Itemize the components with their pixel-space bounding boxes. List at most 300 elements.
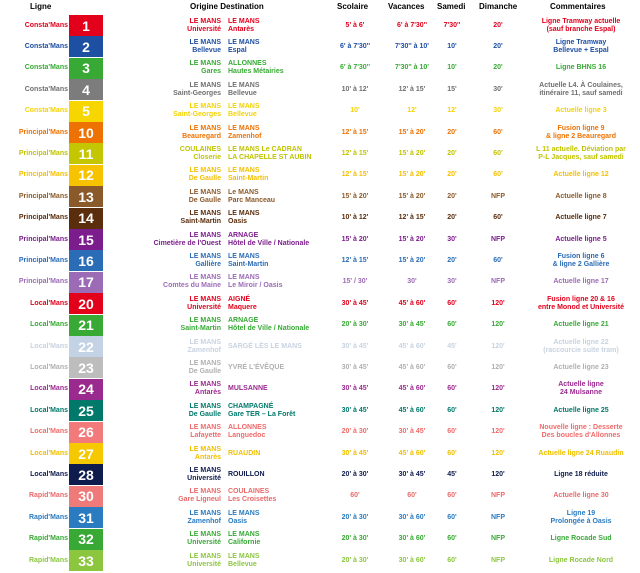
line-number-badge: 23 <box>69 357 103 378</box>
scolaire-frequency: 15' à 20' <box>341 192 369 200</box>
network-label: Consta'Mans <box>24 21 68 29</box>
destination-cell <box>228 143 338 164</box>
destination-cell <box>228 186 338 207</box>
origin-city: LE MANS <box>189 124 221 132</box>
dimanche-frequency: NFP <box>491 278 505 286</box>
vacances-frequency: 45' à 60' <box>398 363 426 371</box>
comment-line2: 24 Mulsanne <box>559 389 602 397</box>
samedi-frequency: 20' <box>447 256 457 264</box>
dimanche-frequency: 20' <box>493 21 503 29</box>
scolaire-frequency: 10' à 12' <box>341 85 369 93</box>
destination-stop: Gare TER – La Forêt <box>228 410 296 418</box>
comment-line1: Actuelle ligne 3 <box>555 107 607 115</box>
destination-city: LE MANS <box>228 210 260 218</box>
destination-stop: Bellevue <box>228 560 257 568</box>
vacances-frequency: 12' à 15' <box>398 85 426 93</box>
destination-cell <box>228 486 338 507</box>
destination-stop: Hôtel de Ville / Nationale <box>228 239 310 247</box>
destination-city: LE MANS <box>228 274 260 282</box>
table-row <box>0 250 640 271</box>
origin-stop: Bellevue <box>192 46 221 54</box>
samedi-frequency: 10' <box>447 42 457 50</box>
samedi-frequency: 20' <box>447 192 457 200</box>
samedi-frequency: 15' <box>447 85 457 93</box>
destination-city: ARNAGE <box>228 317 259 325</box>
destination-city: YVRÉ L'ÉVÊQUE <box>228 363 285 371</box>
table-row <box>0 272 640 293</box>
table-row <box>0 229 640 250</box>
comment-cell <box>522 336 640 357</box>
comment-cell <box>522 272 640 293</box>
line-number-badge: 31 <box>69 507 103 528</box>
table-row <box>0 79 640 100</box>
origin-cell <box>104 336 221 357</box>
destination-city: LE MANS Le CADRAN <box>228 145 302 153</box>
comment-line1: Actuelle ligne 21 <box>553 321 609 329</box>
dimanche-frequency: 20' <box>493 42 503 50</box>
destination-cell <box>228 507 338 528</box>
scolaire-frequency: 10' à 12' <box>341 214 369 222</box>
destination-stop: Californie <box>228 539 261 547</box>
destination-stop: Le Miroir / Oasis <box>228 282 283 290</box>
comment-cell <box>522 143 640 164</box>
comment-cell <box>522 79 640 100</box>
destination-city: CHAMPAGNÉ <box>228 402 274 410</box>
comment-cell <box>522 550 640 571</box>
destination-stop: Maquere <box>228 303 257 311</box>
comment-line1: Nouvelle ligne : Desserte <box>539 424 623 432</box>
scolaire-frequency: 20' à 30' <box>341 535 369 543</box>
vacances-frequency: 15' à 20' <box>398 128 426 136</box>
destination-cell <box>228 101 338 122</box>
origin-cell <box>104 464 221 485</box>
scolaire-frequency: 30' à 45' <box>341 385 369 393</box>
destination-city: LE MANS <box>228 167 260 175</box>
destination-stop: LA CHAPELLE ST AUBIN <box>228 153 312 161</box>
table-row <box>0 379 640 400</box>
samedi-frequency: 7'30'' <box>443 21 461 29</box>
comment-cell <box>522 443 640 464</box>
origin-cell <box>104 229 221 250</box>
network-label: Consta'Mans <box>24 42 68 50</box>
origin-stop: Saint-Georges <box>173 111 221 119</box>
origin-city: LE MANS <box>189 17 221 25</box>
network-label: Local'Mans <box>30 406 68 414</box>
table-row <box>0 529 640 550</box>
origin-stop: Zamenhof <box>187 346 221 354</box>
line-number-badge: 14 <box>69 208 103 229</box>
comment-line1: Actuelle ligne 12 <box>553 171 609 179</box>
origin-cell <box>104 486 221 507</box>
header-ligne: Ligne <box>30 2 52 11</box>
comment-cell <box>522 101 640 122</box>
dimanche-frequency: 60' <box>493 171 503 179</box>
destination-cell <box>228 443 338 464</box>
origin-stop: Antarès <box>194 453 221 461</box>
line-number-badge: 26 <box>69 422 103 443</box>
comment-cell <box>522 58 640 79</box>
origin-city: LE MANS <box>189 38 221 46</box>
destination-stop: Antarès <box>228 25 255 33</box>
origin-city: LE MANS <box>189 381 221 389</box>
origin-cell <box>104 250 221 271</box>
comment-line1: Actuelle ligne 23 <box>553 363 609 371</box>
scolaire-frequency: 6' à 7'30'' <box>339 42 370 50</box>
origin-city: LE MANS <box>189 252 221 260</box>
origin-stop: Closerie <box>193 153 221 161</box>
network-label: Local'Mans <box>30 363 68 371</box>
origin-city: LE MANS <box>189 81 221 89</box>
origin-cell <box>104 379 221 400</box>
destination-cell <box>228 315 338 336</box>
comment-line1: Fusion ligne 6 <box>557 252 605 260</box>
origin-stop: Lafayette <box>190 432 221 440</box>
origin-city: LE MANS <box>189 445 221 453</box>
header-scolaire: Scolaire <box>337 2 369 11</box>
destination-city: ROUILLON <box>228 470 265 478</box>
comment-cell <box>522 250 640 271</box>
dimanche-frequency: 120' <box>491 363 505 371</box>
network-label: Principal'Mans <box>18 235 68 243</box>
destination-cell <box>228 550 338 571</box>
scolaire-frequency: 30' à 45' <box>341 449 369 457</box>
network-label: Principal'Mans <box>18 128 68 136</box>
comment-line1: Ligne Tramway actuelle <box>541 17 621 25</box>
vacances-frequency: 45' à 60' <box>398 449 426 457</box>
destination-stop: Les Croisettes <box>228 496 277 504</box>
vacances-frequency: 15' à 20' <box>398 256 426 264</box>
origin-cell <box>104 79 221 100</box>
vacances-frequency: 12' à 15' <box>398 214 426 222</box>
samedi-frequency: 60' <box>447 513 457 521</box>
origin-stop: Saint-Georges <box>173 89 221 97</box>
samedi-frequency: 60' <box>447 363 457 371</box>
line-number-badge: 21 <box>69 315 103 336</box>
samedi-frequency: 60' <box>447 449 457 457</box>
destination-city: MULSANNE <box>228 385 268 393</box>
origin-stop: Saint-Martin <box>180 325 221 333</box>
origin-city: LE MANS <box>189 103 221 111</box>
comment-line2: P-L Jacques, sauf samedi <box>538 153 624 161</box>
samedi-frequency: 10' <box>447 64 457 72</box>
table-row <box>0 464 640 485</box>
vacances-frequency: 45' à 60' <box>398 406 426 414</box>
origin-stop: Cimetière de l'Ouest <box>153 239 221 247</box>
header-origine-destination: Origine Destination <box>190 2 264 11</box>
comment-line1: Actuelle ligne 24 Ruaudin <box>538 449 624 457</box>
scolaire-frequency: 15' à 20' <box>341 235 369 243</box>
destination-cell <box>228 15 338 36</box>
dimanche-frequency: 120' <box>491 342 505 350</box>
vacances-frequency: 45' à 60' <box>398 299 426 307</box>
destination-cell <box>228 208 338 229</box>
comment-line1: Ligne BHNS 16 <box>555 64 607 72</box>
comment-line1: Actuelle L4. À Coulaines, <box>539 81 623 89</box>
table-row <box>0 315 640 336</box>
origin-city: LE MANS <box>189 359 221 367</box>
origin-cell <box>104 529 221 550</box>
origin-city: LE MANS <box>189 488 221 496</box>
network-label: Rapid'Mans <box>28 556 68 564</box>
network-label: Rapid'Mans <box>28 492 68 500</box>
vacances-frequency: 30' à 60' <box>398 513 426 521</box>
samedi-frequency: 60' <box>447 556 457 564</box>
samedi-frequency: 60' <box>447 299 457 307</box>
origin-stop: Saint-Martin <box>180 218 221 226</box>
destination-city: LE MANS <box>228 103 260 111</box>
table-row <box>0 443 640 464</box>
origin-city: LE MANS <box>189 424 221 432</box>
dimanche-frequency: 30' <box>493 85 503 93</box>
dimanche-frequency: 20' <box>493 64 503 72</box>
table-row <box>0 486 640 507</box>
origin-city: LE MANS <box>189 274 221 282</box>
origin-stop: Université <box>187 560 221 568</box>
origin-stop: Comtes du Maine <box>163 282 221 290</box>
samedi-frequency: 60' <box>447 385 457 393</box>
origin-cell <box>104 357 221 378</box>
dimanche-frequency: NFP <box>491 492 505 500</box>
vacances-frequency: 30' à 45' <box>398 428 426 436</box>
destination-stop: Languedoc <box>228 432 266 440</box>
comment-cell <box>522 36 640 57</box>
destination-cell <box>228 357 338 378</box>
comment-line1: Ligne Rocade Nord <box>548 556 614 564</box>
table-row <box>0 15 640 36</box>
scolaire-frequency: 30' à 45' <box>341 363 369 371</box>
network-label: Principal'Mans <box>18 149 68 157</box>
origin-stop: Gares <box>201 68 221 76</box>
destination-cell <box>228 36 338 57</box>
comment-line2: Des boucles d'Allonnes <box>541 432 621 440</box>
vacances-frequency: 30' à 60' <box>398 556 426 564</box>
scolaire-frequency: 12' à 15' <box>341 149 369 157</box>
destination-city: AIGNÉ <box>228 295 251 303</box>
network-label: Local'Mans <box>30 449 68 457</box>
origin-city: LE MANS <box>189 188 221 196</box>
destination-stop: Hôtel de Ville / Nationale <box>228 325 310 333</box>
scolaire-frequency: 6' à 7'30'' <box>339 64 370 72</box>
network-label: Local'Mans <box>30 428 68 436</box>
vacances-frequency: 12' <box>407 107 417 115</box>
samedi-frequency: 12' <box>447 107 457 115</box>
comment-cell <box>522 315 640 336</box>
origin-cell <box>104 422 221 443</box>
destination-city: ALLONNES <box>228 60 267 68</box>
origin-city: LE MANS <box>189 466 221 474</box>
dimanche-frequency: 120' <box>491 449 505 457</box>
destination-cell <box>228 293 338 314</box>
comment-cell <box>522 122 640 143</box>
samedi-frequency: 20' <box>447 128 457 136</box>
origin-city: LE MANS <box>189 295 221 303</box>
destination-city: ARNAGE <box>228 231 259 239</box>
destination-stop: Hautes Métairies <box>228 68 284 76</box>
destination-city: SARGÉ LÈS LE MANS <box>228 342 302 350</box>
comment-cell <box>522 422 640 443</box>
origin-cell <box>104 165 221 186</box>
comment-cell <box>522 186 640 207</box>
comment-line1: Actuelle ligne 7 <box>555 214 607 222</box>
network-label: Local'Mans <box>30 470 68 478</box>
destination-stop: Saint-Martin <box>228 260 269 268</box>
origin-stop: Zamenhof <box>187 517 221 525</box>
origin-stop: Université <box>187 303 221 311</box>
dimanche-frequency: 120' <box>491 406 505 414</box>
comment-line1: Fusion ligne 9 <box>557 124 605 132</box>
line-number-badge: 32 <box>69 529 103 550</box>
network-label: Consta'Mans <box>24 107 68 115</box>
dimanche-frequency: 120' <box>491 321 505 329</box>
network-label: Principal'Mans <box>18 171 68 179</box>
vacances-frequency: 45' à 60' <box>398 342 426 350</box>
origin-cell <box>104 550 221 571</box>
network-label: Consta'Mans <box>24 64 68 72</box>
origin-stop: De Gaulle <box>188 410 221 418</box>
table-row <box>0 550 640 571</box>
vacances-frequency: 15' à 20' <box>398 235 426 243</box>
destination-city: LE MANS <box>228 531 260 539</box>
comment-cell <box>522 486 640 507</box>
origin-cell <box>104 186 221 207</box>
table-row <box>0 208 640 229</box>
comment-line1: Actuelle ligne 22 <box>553 338 609 346</box>
destination-stop: Oasis <box>228 517 248 525</box>
comment-cell <box>522 507 640 528</box>
table-row <box>0 165 640 186</box>
origin-stop: Gare Ligneul <box>178 496 221 504</box>
line-number-badge: 33 <box>69 550 103 571</box>
destination-stop: Espal <box>228 46 247 54</box>
comment-cell <box>522 208 640 229</box>
samedi-frequency: 30' <box>447 278 457 286</box>
destination-cell <box>228 272 338 293</box>
origin-cell <box>104 143 221 164</box>
line-number-badge: 2 <box>69 36 103 57</box>
dimanche-frequency: 120' <box>491 299 505 307</box>
table-row <box>0 36 640 57</box>
destination-cell <box>228 79 338 100</box>
origin-city: COULAINES <box>179 145 221 153</box>
header-vacances: Vacances <box>388 2 425 11</box>
header-commentaires: Commentaires <box>550 2 606 11</box>
comment-cell <box>522 379 640 400</box>
scolaire-frequency: 30' à 45' <box>341 299 369 307</box>
destination-cell <box>228 250 338 271</box>
origin-cell <box>104 122 221 143</box>
samedi-frequency: 30' <box>447 235 457 243</box>
line-number-badge: 25 <box>69 400 103 421</box>
table-row <box>0 293 640 314</box>
origin-cell <box>104 58 221 79</box>
line-number-badge: 22 <box>69 336 103 357</box>
scolaire-frequency: 10' <box>350 107 360 115</box>
network-label: Local'Mans <box>30 299 68 307</box>
destination-cell <box>228 336 338 357</box>
origin-city: LE MANS <box>189 531 221 539</box>
destination-cell <box>228 58 338 79</box>
comment-line1: Ligne 19 <box>566 509 596 517</box>
comment-line2: (sauf branche Espal) <box>546 25 616 33</box>
origin-cell <box>104 293 221 314</box>
line-number-badge: 1 <box>69 15 103 36</box>
comment-cell <box>522 15 640 36</box>
destination-cell <box>228 464 338 485</box>
comment-cell <box>522 400 640 421</box>
vacances-frequency: 60' <box>407 492 417 500</box>
origin-stop: Gallière <box>195 260 221 268</box>
comment-line1: Actuelle ligne 25 <box>553 406 609 414</box>
comment-cell <box>522 529 640 550</box>
dimanche-frequency: 60' <box>493 256 503 264</box>
origin-city: LE MANS <box>189 509 221 517</box>
destination-cell <box>228 229 338 250</box>
origin-city: LE MANS <box>189 231 221 239</box>
line-number-badge: 16 <box>69 250 103 271</box>
scolaire-frequency: 20' à 30' <box>341 428 369 436</box>
samedi-frequency: 60' <box>447 428 457 436</box>
line-number-badge: 10 <box>69 122 103 143</box>
line-number-badge: 27 <box>69 443 103 464</box>
destination-city: LE MANS <box>228 509 260 517</box>
vacances-frequency: 30' à 45' <box>398 470 426 478</box>
scolaire-frequency: 5' à 6' <box>345 21 365 29</box>
comment-line2: itinéraire 11, sauf samedi <box>539 89 623 97</box>
comment-cell <box>522 165 640 186</box>
scolaire-frequency: 20' à 30' <box>341 556 369 564</box>
scolaire-frequency: 20' à 30' <box>341 513 369 521</box>
vacances-frequency: 30' <box>407 278 417 286</box>
destination-cell <box>228 379 338 400</box>
dimanche-frequency: NFP <box>491 535 505 543</box>
vacances-frequency: 15' à 20' <box>398 149 426 157</box>
network-label: Local'Mans <box>30 385 68 393</box>
comment-line2: Prolongée à Oasis <box>550 517 612 525</box>
origin-city: LE MANS <box>189 402 221 410</box>
origin-cell <box>104 272 221 293</box>
vacances-frequency: 7'30'' à 10' <box>395 42 429 50</box>
destination-city: LE MANS <box>228 124 260 132</box>
dimanche-frequency: 120' <box>491 385 505 393</box>
samedi-frequency: 60' <box>447 406 457 414</box>
dimanche-frequency: NFP <box>491 192 505 200</box>
vacances-frequency: 30' à 60' <box>398 535 426 543</box>
samedi-frequency: 20' <box>447 214 457 222</box>
scolaire-frequency: 12' à 15' <box>341 256 369 264</box>
destination-stop: Bellevue <box>228 111 257 119</box>
origin-stop: Université <box>187 474 221 482</box>
line-number-badge: 4 <box>69 79 103 100</box>
samedi-frequency: 45' <box>447 470 457 478</box>
table-row <box>0 422 640 443</box>
line-number-badge: 20 <box>69 293 103 314</box>
origin-cell <box>104 400 221 421</box>
dimanche-frequency: 30' <box>493 107 503 115</box>
network-label: Rapid'Mans <box>28 535 68 543</box>
table-row <box>0 507 640 528</box>
origin-city: LE MANS <box>189 167 221 175</box>
scolaire-frequency: 30' à 45' <box>341 342 369 350</box>
table-row <box>0 357 640 378</box>
comment-line1: Actuelle ligne <box>558 381 604 389</box>
scolaire-frequency: 20' à 30' <box>341 321 369 329</box>
destination-stop: Saint-Martin <box>228 175 269 183</box>
destination-city: LE MANS <box>228 17 260 25</box>
comment-line1: Actuelle ligne 8 <box>555 192 607 200</box>
samedi-frequency: 60' <box>447 535 457 543</box>
line-number-badge: 12 <box>69 165 103 186</box>
destination-stop: Zamenhof <box>228 132 262 140</box>
